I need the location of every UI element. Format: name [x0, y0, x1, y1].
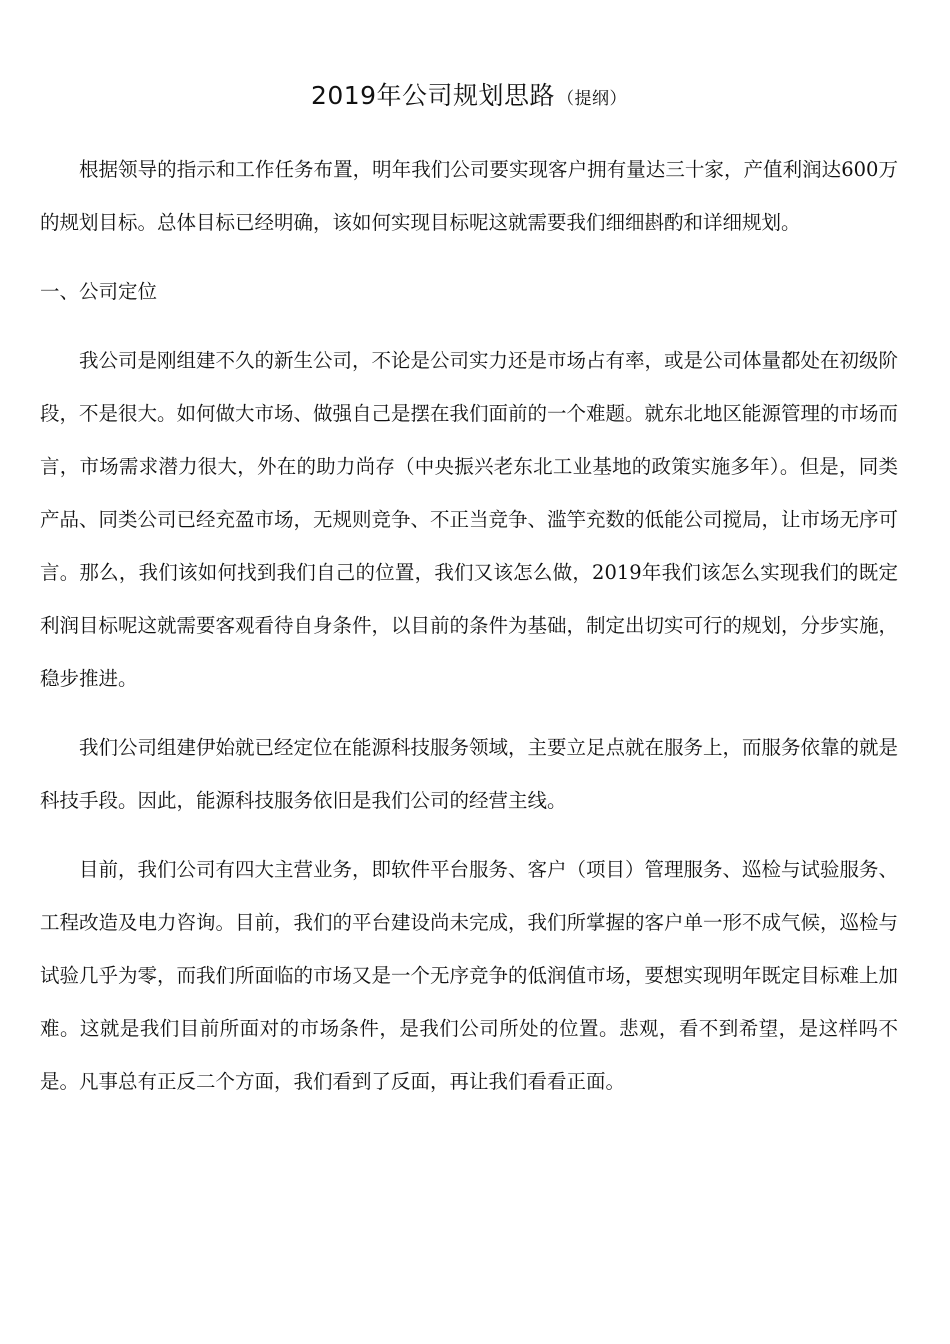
- title-main: 2019年公司规划思路: [310, 81, 556, 110]
- body-paragraph: 我们公司组建伊始就已经定位在能源科技服务领域，主要立足点就在服务上，而服务依靠的就是科技手段。因此，能源科技服务依旧是我们公司的经营主线。: [40, 736, 899, 812]
- title-note: （提纲）: [557, 89, 628, 109]
- intro-paragraph: 根据领导的指示和工作任务布置，明年我们公司要实现客户拥有量达三十家，产值利润达600万的规划目标。总体目标已经明确，该如何实现目标呢这就需要我们细细斟酌和详细规划。: [40, 158, 898, 234]
- document-page: [40, 78, 898, 1124]
- document-title: [40, 78, 898, 117]
- body-paragraph: 我公司是刚组建不久的新生公司，不论是公司实力还是市场占有率，或是公司体量都处在初级阶段，不是很大。如何做大市场、做强自己是摆在我们面前的一个难题。就东北地区能源管理的市场而言，市场需求潜力很大，外在的助力尚存（中央振兴老东北工业基地的政策实施多年）。但是，同类产品、同类公司已经充盈市场，无规则竞争、不正当竞争、滥竽充数的低能公司搅局，让市场无序可言。那么，我们该如何找到我们自己的位置，我们又该怎么做，2019年我们该怎么实现我们的既定利润目标呢这就需要客观看待自身条件，以目前的条件为基础，制定出切实可行的规划，分步实施，稳步推进。: [40, 349, 899, 690]
- body-paragraph: 目前，我们公司有四大主营业务，即软件平台服务、客户（项目）管理服务、巡检与试验服务、工程改造及电力咨询。目前，我们的平台建设尚未完成，我们所掌握的客户单一形不成气候，巡检与试验几乎为零，而我们所面临的市场又是一个无序竞争的低润值市场，要想实现明年既定目标难上加难。这就是我们目前所面对的市场条件，是我们公司所处的位置。悲观，看不到希望，是这样吗不是。凡事总有正反二个方面，我们看到了反面，再让我们看看正面。: [40, 858, 899, 1093]
- section-heading-company-positioning: 一、公司定位: [40, 280, 158, 303]
